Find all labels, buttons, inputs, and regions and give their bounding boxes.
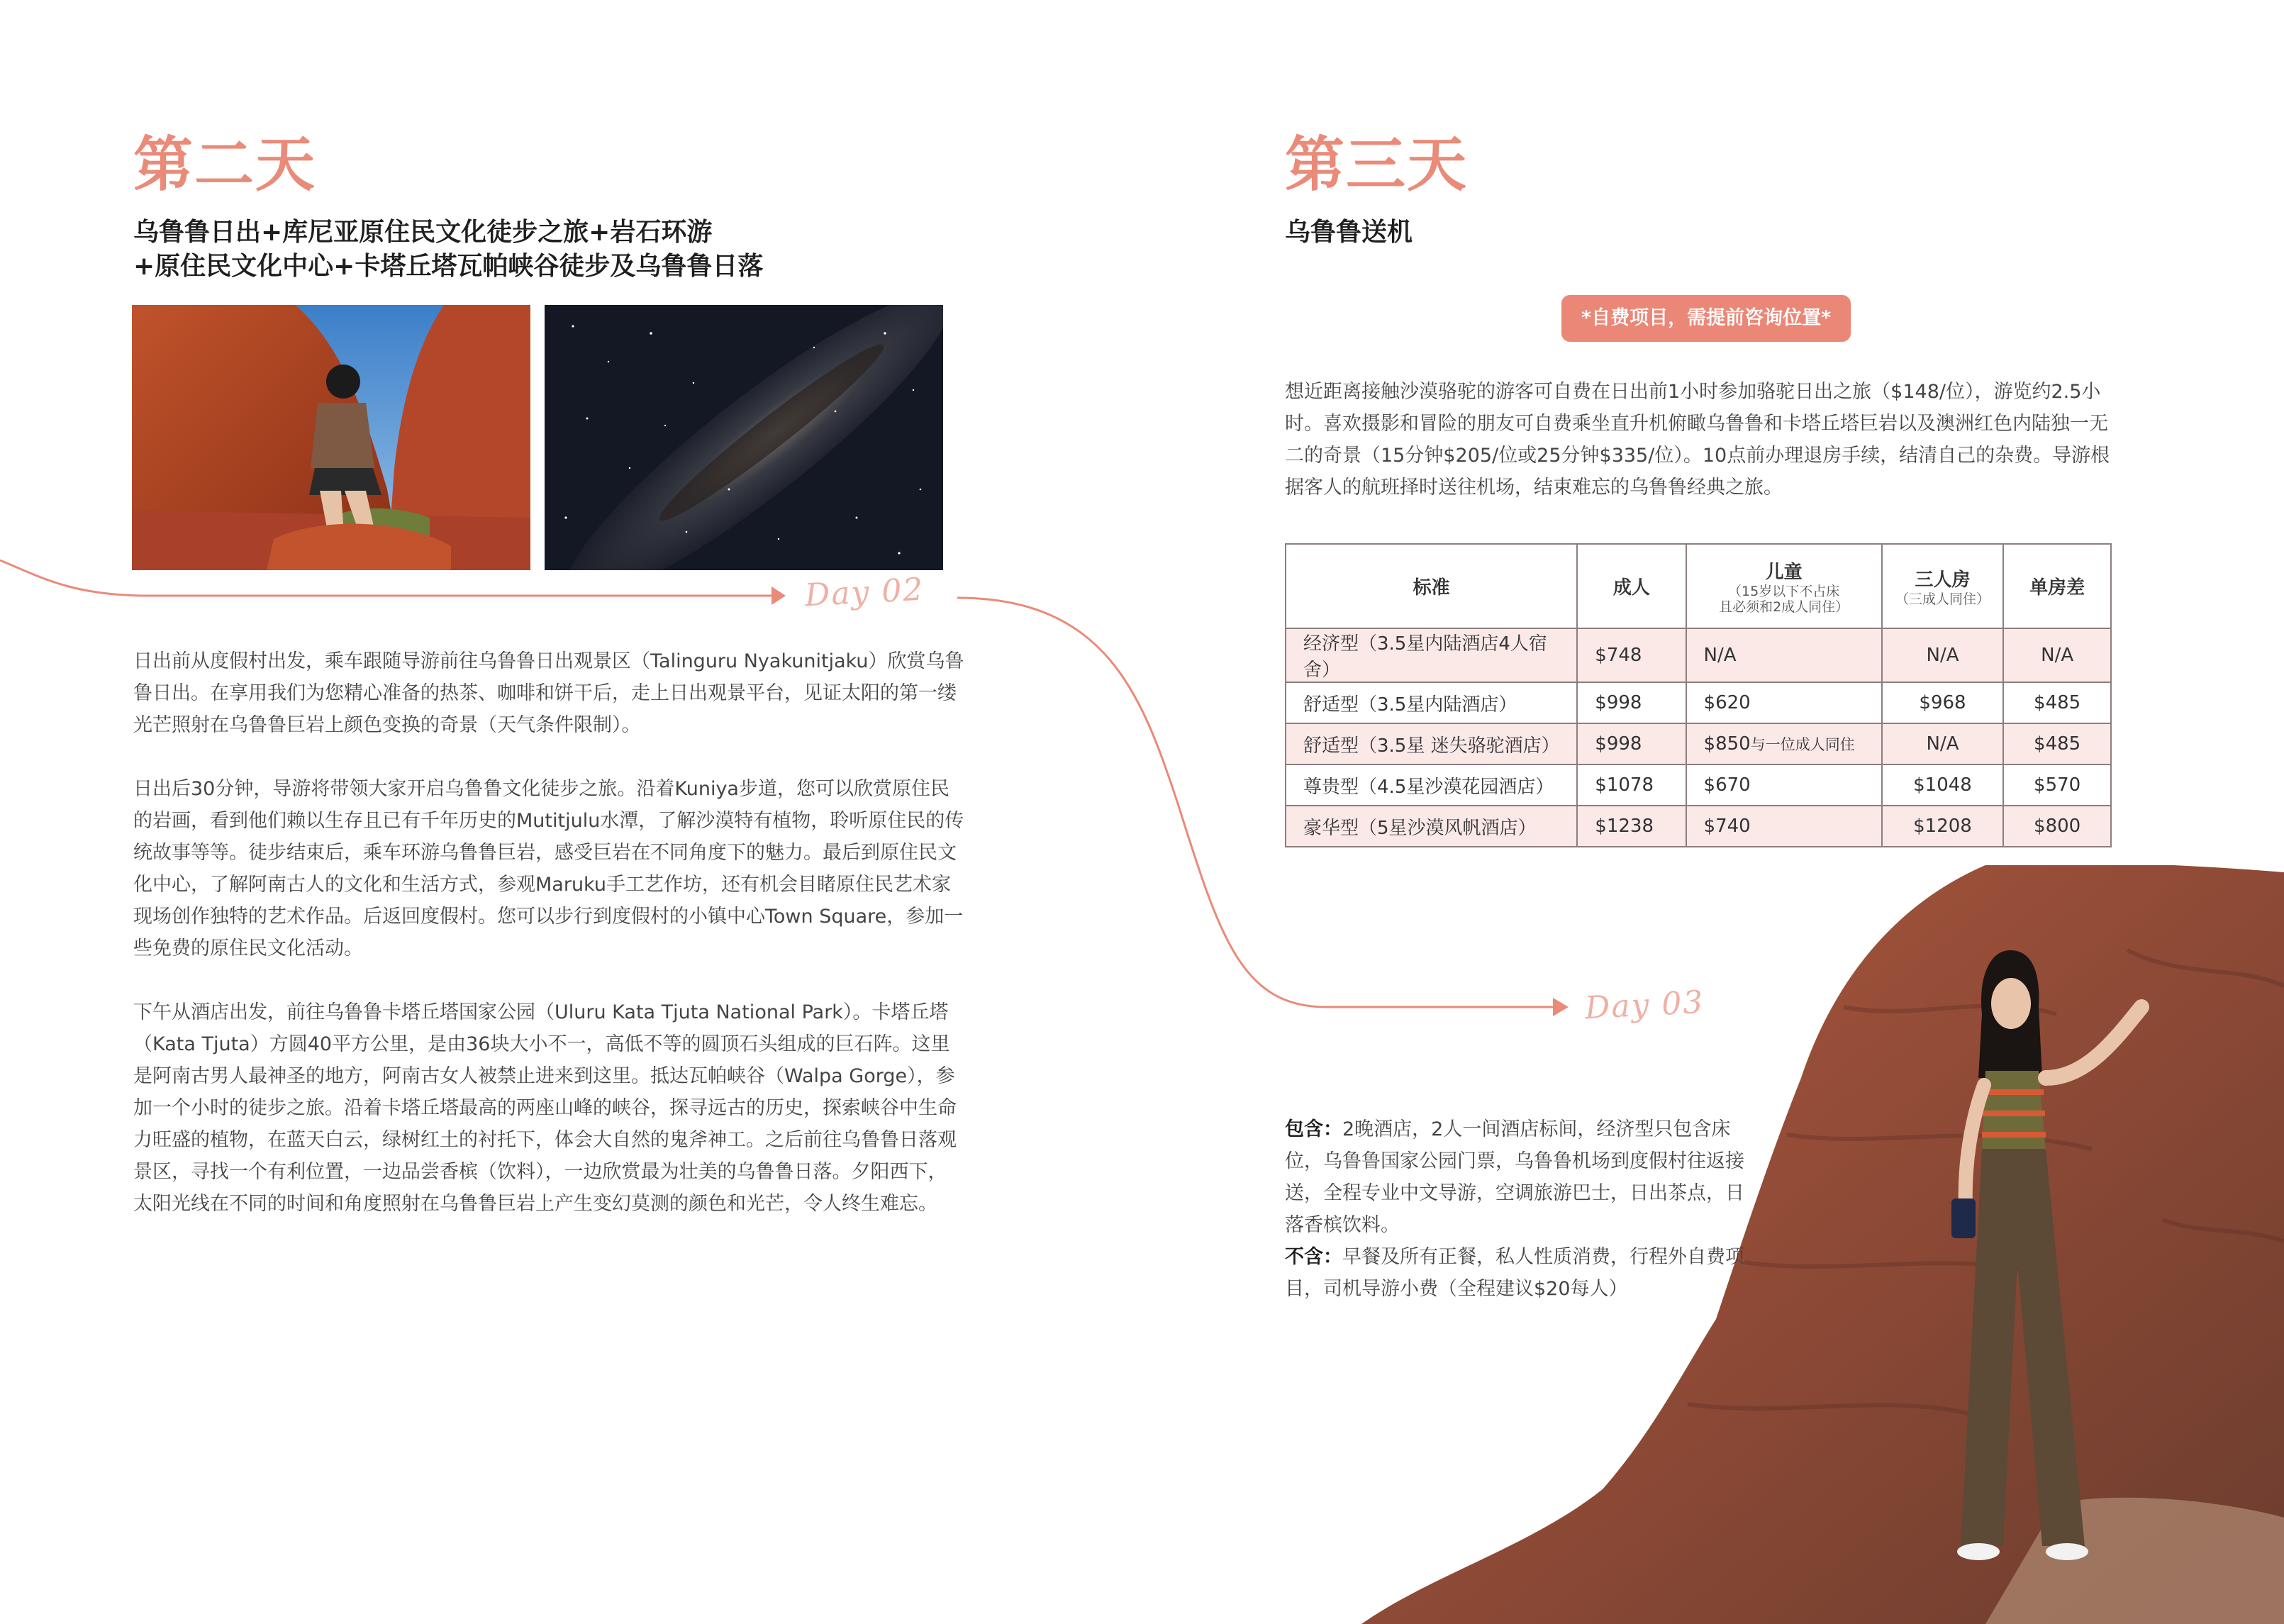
cell-single: $485 (2003, 682, 2111, 723)
table-row (1286, 764, 2111, 806)
day2-title: 第二天 (133, 129, 317, 199)
cell-adult: $748 (1577, 628, 1686, 682)
table-row (1286, 682, 2111, 723)
excluded-text: 早餐及所有正餐，私人性质消费，行程外自费项目，司机导游小费（全程建议$20每人） (1285, 1246, 1744, 1300)
header-child-note1: （15岁以下不占床 (1728, 584, 1840, 599)
cell-child: $670 (1686, 764, 1882, 806)
cell-single: N/A (2003, 628, 2111, 682)
day3-subtitle: 乌鲁鲁送机 (1285, 218, 1413, 247)
cell-child: $740 (1686, 806, 1882, 847)
table-row (1286, 806, 2111, 847)
price-table (1285, 543, 2112, 847)
kata-tjuta-photo (132, 305, 530, 570)
cell-triple: $1048 (1882, 764, 2004, 806)
inclusions (1285, 1113, 1746, 1305)
cell-standard: 豪华型（5星沙漠风帆酒店） (1286, 806, 1577, 847)
cell-triple: $968 (1882, 682, 2004, 723)
header-child (1686, 544, 1882, 628)
cell-standard: 经济型（3.5星内陆酒店4人宿舍） (1286, 628, 1577, 682)
day2-subtitle-line1: 乌鲁鲁日出+库尼亚原住民文化徒步之旅+岩石环游 (133, 218, 713, 247)
day2-paragraph-sunrise: 日出前从度假村出发，乘车跟随导游前往乌鲁鲁日出观景区（Talinguru Nyakunitjaku）欣赏乌鲁鲁日出。在享用我们为您精心准备的热茶、咖啡和饼干后，走上日出观景平台，见证太阳的第一缕光芒照射在乌鲁鲁巨岩上颜色变换的奇景（天气条件限制）。 (133, 650, 964, 736)
excluded-label: 不含： (1285, 1246, 1342, 1268)
day3-title: 第三天 (1285, 129, 1469, 199)
day2-body (133, 645, 964, 1220)
day02-label: Day 02 (803, 571, 925, 614)
optional-activity-badge: *自费项目，需提前咨询位置* (1561, 295, 1851, 342)
cell-child: $620 (1686, 682, 1882, 723)
cell-triple: N/A (1882, 628, 2004, 682)
cell-child (1686, 723, 1882, 764)
header-child-note2: 且必须和2成人同住） (1719, 599, 1849, 615)
header-triple-label: 三人房 (1915, 569, 1971, 591)
day2-paragraph-sunset: 下午从酒店出发，前往乌鲁鲁卡塔丘塔国家公园（Uluru Kata Tjuta National Park）。卡塔丘塔（Kata Tjuta）方圆40平方公里，是由36块大小不一，高低不等的圆顶石头组成的巨石阵。这里是阿南古男人最神圣的地方，阿南古女人被禁止进来到这里。抵达瓦帕峡谷（Walpa Gorge），参加一个小时的徒步之旅。沿着卡塔丘塔最高的两座山峰的峡谷，探寻远古的历史，探索峡谷中生命力旺盛的植物，在蓝天白云，绿树红土的衬托下，体会大自然的鬼斧神工。之后前往乌鲁鲁日落观景区，寻找一个有利位置，一边品尝香槟（饮料），一边欣赏最为壮美的乌鲁鲁日落。夕阳西下，太阳光线在不同的时间和角度照射在乌鲁鲁巨岩上产生变幻莫测的颜色和光芒，令人终生难忘。 (133, 1001, 957, 1215)
day03-label: Day 03 (1583, 984, 1705, 1027)
day3-paragraph: 想近距离接触沙漠骆驼的游客可自费在日出前1小时参加骆驼日出之旅（$148/位），游览约2.5小时。喜欢摄影和冒险的朋友可自费乘坐直升机俯瞰乌鲁鲁和卡塔丘塔巨岩以及澳洲红色内陆独一无二的奇景（15分钟$205/位或25分钟$335/位）。10点前办理退房手续，结清自己的杂费。导游根据客人的航班择时送往机场，结束难忘的乌鲁鲁经典之旅。 (1285, 381, 2110, 499)
price-table-header (1286, 544, 2111, 628)
header-standard: 标准 (1286, 544, 1577, 628)
cell-single: $570 (2003, 764, 2111, 806)
day2-paragraph-walk: 日出后30分钟，导游将带领大家开启乌鲁鲁文化徒步之旅。沿着Kuniya步道，您可以欣赏原住民的岩画，看到他们赖以生存且已有千年历史的Mutitjulu水潭，了解沙漠特有植物，聆听原住民的传统故事等等。徒步结束后，乘车环游乌鲁鲁巨岩，感受巨岩在不同角度下的魅力。最后到原住民文化中心，了解阿南古人的文化和生活方式，参观Maruku手工艺作坊，还有机会目睹原住民艺术家现场创作独特的艺术作品。后返回度假村。您可以步行到度假村的小镇中心Town Square，参加一些免费的原住民文化活动。 (133, 778, 964, 960)
included-text: 2晚酒店，2人一间酒店标间，经济型只包含床位，乌鲁鲁国家公园门票，乌鲁鲁机场到度假村往返接送，全程专业中文导游，空调旅游巴士，日出茶点，日落香槟饮料。 (1285, 1118, 1744, 1236)
included-section (1285, 1113, 1746, 1241)
cell-single: $800 (2003, 806, 2111, 847)
day2-subtitle (133, 216, 763, 284)
cell-single: $485 (2003, 723, 2111, 764)
cell-child-price: $850 (1703, 733, 1751, 755)
day2-subtitle-line2: +原住民文化中心+卡塔丘塔瓦帕峡谷徒步及乌鲁鲁日落 (133, 252, 764, 281)
table-row (1286, 628, 2111, 682)
cell-adult: $998 (1577, 723, 1686, 764)
cell-adult: $1238 (1577, 806, 1686, 847)
cell-adult: $998 (1577, 682, 1686, 723)
cell-standard: 舒适型（3.5星 迷失骆驼酒店） (1286, 723, 1577, 764)
cell-standard: 尊贵型（4.5星沙漠花园酒店） (1286, 764, 1577, 806)
cell-triple: N/A (1882, 723, 2004, 764)
table-row (1286, 723, 2111, 764)
cell-triple: $1208 (1882, 806, 2004, 847)
milky-way-photo (545, 305, 943, 570)
excluded-section (1285, 1241, 1746, 1305)
cell-adult: $1078 (1577, 764, 1686, 806)
header-triple-note: （三成人同住） (1895, 591, 1990, 607)
cell-standard: 舒适型（3.5星内陆酒店） (1286, 682, 1577, 723)
header-single: 单房差 (2003, 544, 2111, 628)
included-label: 包含： (1285, 1118, 1342, 1140)
cell-child-note: 与一位成人同住 (1750, 736, 1855, 753)
header-adult: 成人 (1577, 544, 1686, 628)
cell-child: N/A (1686, 628, 1882, 682)
header-child-label: 儿童 (1765, 562, 1803, 583)
header-triple (1882, 544, 2004, 628)
